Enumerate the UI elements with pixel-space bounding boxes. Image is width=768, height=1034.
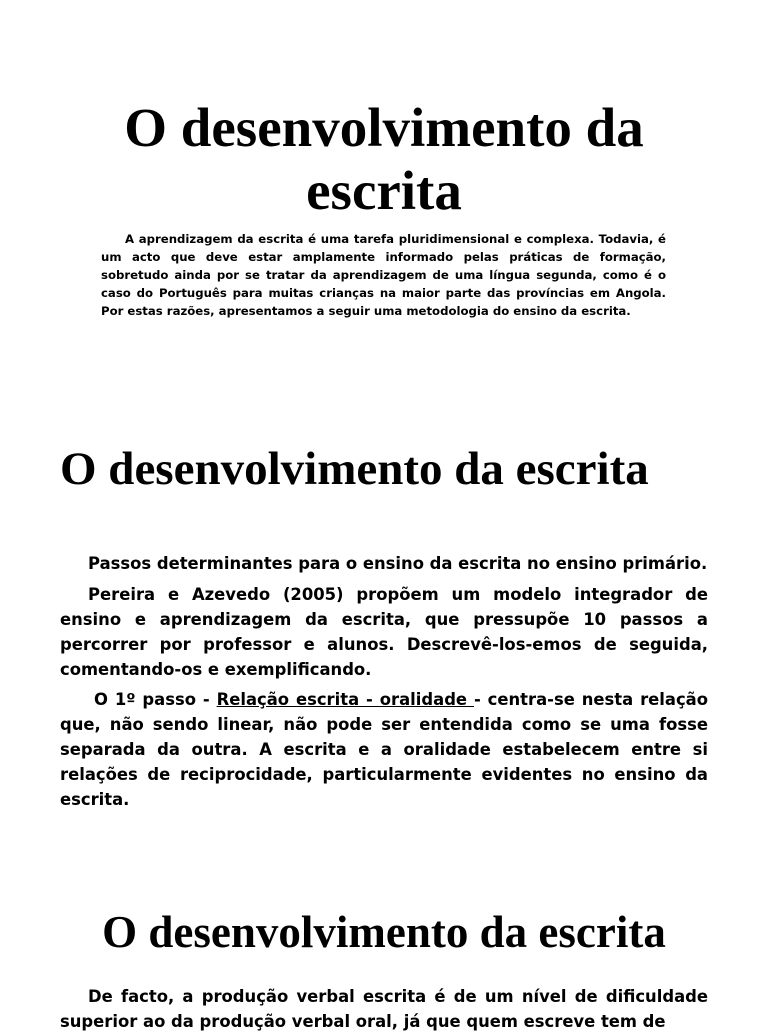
slide1-title: O desenvolvimento da escrita: [124, 97, 644, 221]
slide2-subtitle: Passos determinantes para o ensino da escrita no ensino primário.: [88, 554, 708, 573]
step-title-underlined: Relação escrita - oralidade: [216, 690, 474, 709]
slide2-paragraph-1: Pereira e Azevedo (2005) propõem um modelo integrador de ensino e aprendizagem da escrita, que pressupõe 10 passos a percorrer por professor e alunos. Descrevê-los-emos de seguida, comentando-os e exemplificando.: [60, 585, 708, 679]
slide2-title: O desenvolvimento da escrita: [60, 443, 649, 495]
slide3-title: O desenvolvimento da escrita: [102, 907, 666, 957]
slide1-paragraph: A aprendizagem da escrita é uma tarefa pluridimensional e complexa. Todavia, é um acto que deve estar amplamente informado pelas práticas de formação, sobretudo ainda por se tratar da aprendizagem de uma língua segunda, como é o caso do Português para muitas crianças na maior parte das províncias em Angola. Por estas razões, apresentamos a seguir uma metodologia do ensino da escrita.: [101, 232, 666, 318]
slide3-paragraph: De facto, a produção verbal escrita é de um nível de dificuldade superior ao da produção verbal oral, já que quem escreve tem de: [60, 987, 708, 1031]
step-prefix: O 1º passo -: [94, 690, 217, 709]
step-description: - centra-se nesta relação que, não sendo linear, não pode ser entendida como se uma fosse separada da outra. A escrita e a oralidade estabelecem entre si relações de reciprocidade, particularmente evidentes no ensino da escrita.: [60, 690, 708, 809]
slide2-paragraph-2: [60, 687, 708, 812]
